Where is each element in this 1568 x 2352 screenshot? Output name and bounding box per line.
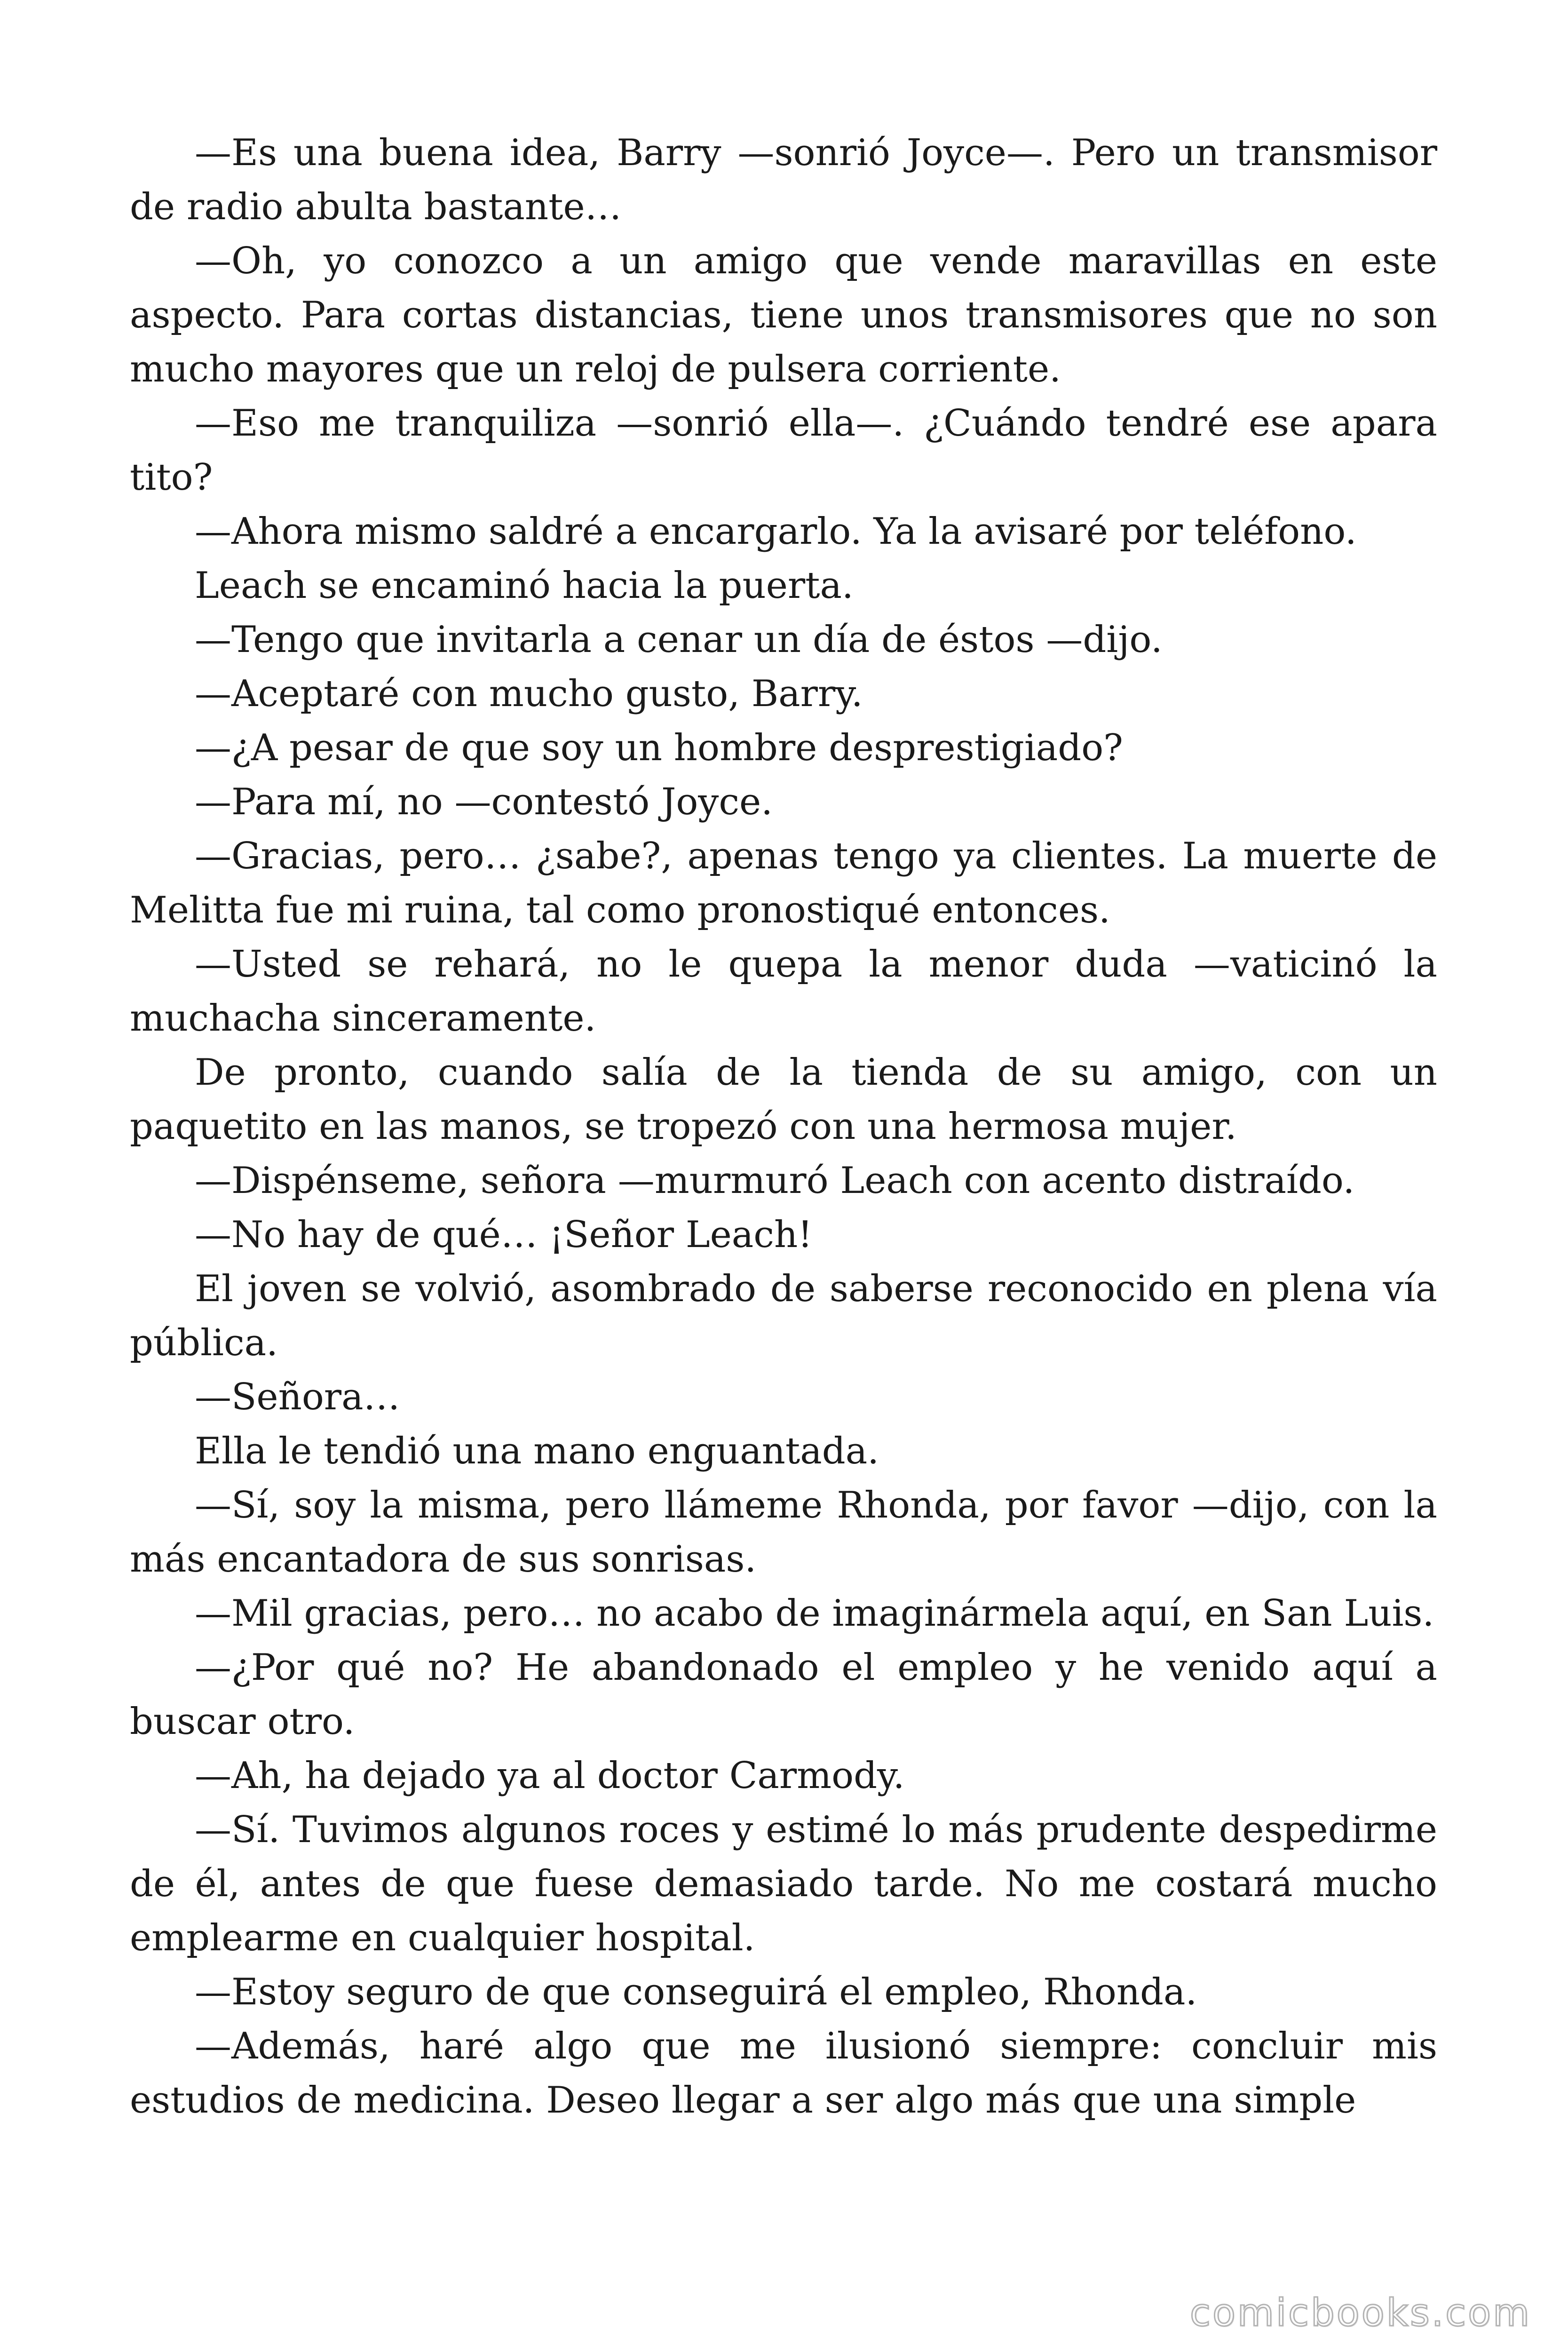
paragraph: —Eso me tranquiliza —sonrió ella—. ¿Cuándo tendré ese apara tito? — [130, 402, 1437, 499]
paragraph: —Aceptaré con mucho gusto, Barry. — [195, 673, 863, 715]
paragraph: —Señora… — [195, 1376, 400, 1418]
paragraph: El joven se volvió, asombrado de saberse reconocido en plena vía pública. — [130, 1268, 1437, 1364]
paragraph: —Estoy seguro de que conseguirá el empleo, Rhonda. — [195, 1971, 1197, 2013]
paragraph: —Sí. Tuvimos algunos roces y estimé lo más prudente despedirme de él, antes de que fuese demasiado tarde. No me costará mucho emplearme en cualquier hospital. — [130, 1809, 1437, 1959]
paragraph: Ella le tendió una mano enguantada. — [195, 1430, 879, 1472]
paragraph: —No hay de qué… ¡Señor Leach! — [195, 1214, 813, 1256]
paragraph: —Mil gracias, pero… no acabo de imaginármela aquí, en San Luis. — [195, 1592, 1434, 1635]
paragraph: —Dispénseme, señora —murmuró Leach con acento distraído. — [195, 1160, 1355, 1202]
page-body-text — [130, 126, 1437, 2128]
paragraph: —Tengo que invitarla a cenar un día de éstos —dijo. — [195, 619, 1163, 661]
paragraph: De pronto, cuando salía de la tienda de su amigo, con un paquetito en las manos, se tropezó con una hermosa mujer. — [130, 1051, 1437, 1148]
paragraph: —Es una buena idea, Barry —sonrió Joyce—. Pero un transmisor de radio abulta bastante… — [130, 132, 1437, 228]
paragraph: —Además, haré algo que me ilusionó siempre: concluir mis estudios de medicina. Deseo llegar a ser algo más que una simple — [130, 2025, 1437, 2122]
paragraph: —¿A pesar de que soy un hombre desprestigiado? — [195, 727, 1123, 769]
watermark-text: comicbooks.com — [1189, 2291, 1531, 2335]
paragraph: Leach se encaminó hacia la puerta. — [195, 564, 854, 607]
paragraph: —Usted se rehará, no le quepa la menor duda —vaticinó la muchacha sinceramente. — [130, 943, 1437, 1040]
paragraph: —Gracias, pero… ¿sabe?, apenas tengo ya clientes. La muerte de Melitta fue mi ruina, tal como pronostiqué entonces. — [130, 835, 1437, 931]
paragraph: —Ah, ha dejado ya al doctor Carmody. — [195, 1755, 905, 1797]
paragraph: —Sí, soy la misma, pero llámeme Rhonda, por favor —dijo, con la más encantadora de sus sonrisas. — [130, 1484, 1437, 1581]
paragraph: —¿Por qué no? He abandonado el empleo y he venido aquí a buscar otro. — [130, 1646, 1437, 1743]
paragraph: —Ahora mismo saldré a encargarlo. Ya la avisaré por teléfono. — [195, 510, 1357, 553]
paragraph: —Oh, yo conozco a un amigo que vende maravillas en este aspecto. Para cortas distancias, tiene unos transmisores que no son mucho mayores que un reloj de pulsera corriente. — [130, 240, 1437, 390]
paragraph: —Para mí, no —contestó Joyce. — [195, 781, 773, 823]
